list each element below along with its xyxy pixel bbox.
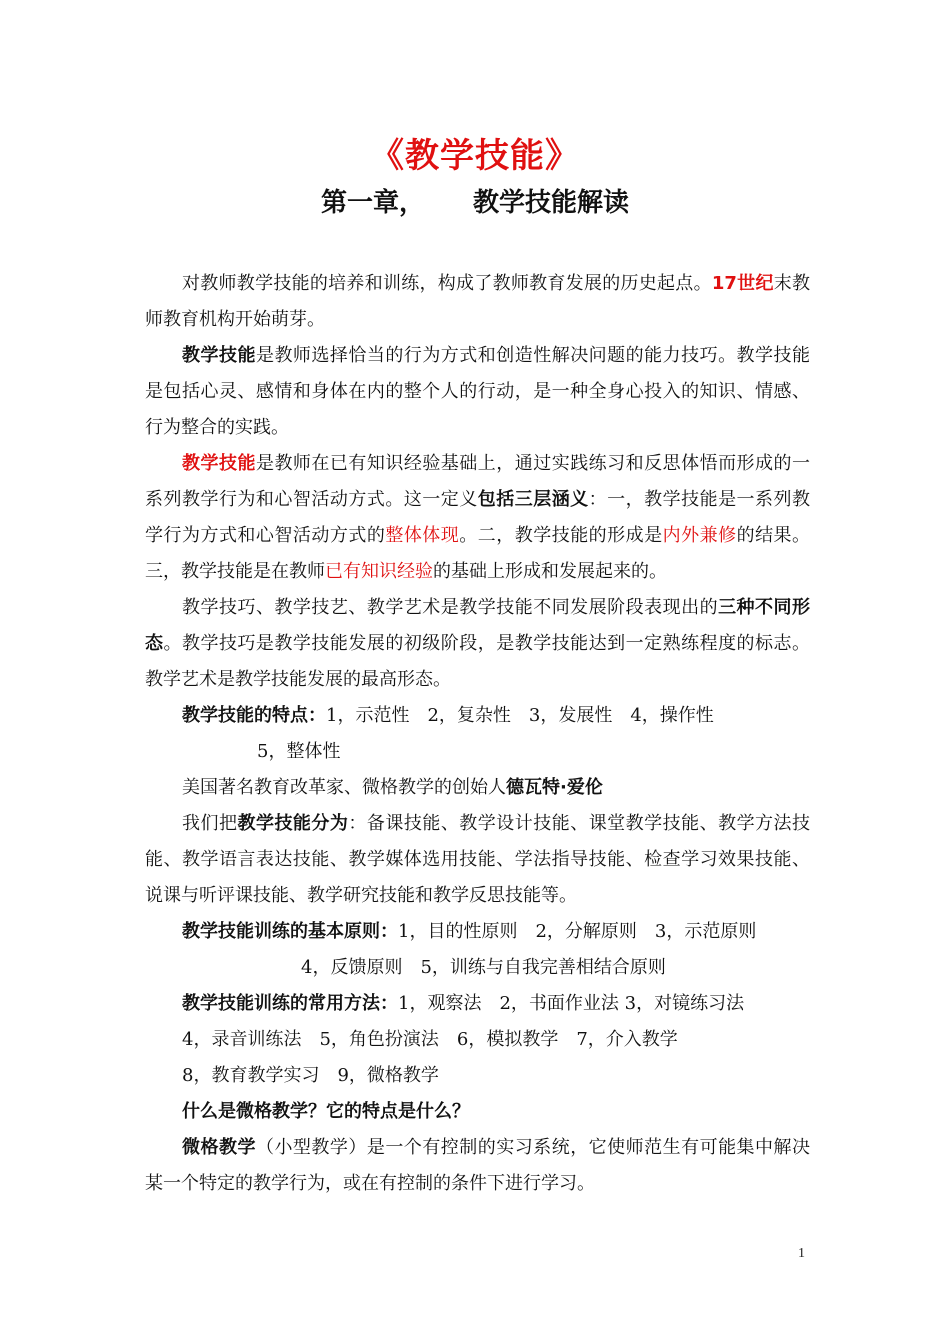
term-three-forms: 三种不同形态 [145, 597, 811, 654]
paragraph-three-forms [145, 590, 810, 698]
text-run: 末教师教育机构开始萌芽。 [145, 273, 811, 330]
principles-continuation: 4，反馈原则 5，训练与自我完善相结合原则 [301, 957, 666, 978]
term-three-meanings: 包括三层涵义 [477, 489, 589, 510]
page-number: 1 [798, 1246, 805, 1261]
methods-items: 1，观察法 2，书面作业法 3，对镜练习法 [398, 993, 745, 1014]
methods-line [145, 986, 810, 1022]
text-run: 。二，教学技能的形成是 [459, 525, 663, 546]
text-run: 是教师选择恰当的行为方式和创造性解决问题的能力技巧。教学技能是包括心灵、感情和身体在内的整个人的行动，是一种全身心投入的知识、情感、行为整合的实践。 [145, 345, 811, 438]
features-items: 1，示范性 2，复杂性 3，发展性 4，操作性 [326, 705, 714, 726]
highlight-17th-century: 17世纪 [711, 273, 774, 294]
text-run: 我们把 [182, 813, 238, 834]
text-run: 。教学技巧是教学技能发展的初级阶段，是教学技能达到一定熟练程度的标志。教学艺术是教学技能发展的最高形态。 [145, 633, 811, 690]
chapter-number: 第一章， [320, 188, 425, 218]
term-skill-division: 教学技能分为 [237, 813, 349, 834]
highlight-inner-outer: 内外兼修 [662, 525, 737, 546]
text-run: ：备课技能、教学设计技能、课堂教学技能、教学方法技能、教学语言表达技能、教学媒体选用技能、学法指导技能、检查学习效果技能、说课与听评课技能、教学研究技能和教学反思技能等。 [145, 813, 811, 906]
chapter-heading [0, 182, 950, 219]
features-continuation: 5，整体性 [257, 741, 341, 762]
methods-line-2: 4，录音训练法 5，角色扮演法 6，模拟教学 7，介入教学 [182, 1029, 678, 1050]
text-run: 对教师教学技能的培养和训练，构成了教师教育发展的历史起点。 [182, 273, 712, 294]
highlight-overall: 整体体现 [385, 525, 460, 546]
features-line [145, 698, 810, 734]
document-body [145, 266, 810, 1202]
text-run: （小型教学）是一个有控制的实习系统，它使师范生有可能集中解决某一个特定的教学行为，或在有控制的条件下进行学习。 [145, 1137, 811, 1194]
highlight-existing-knowledge: 已有知识经验 [325, 561, 433, 582]
question-heading: 什么是微格教学？它的特点是什么？ [182, 1101, 470, 1122]
methods-label: 教学技能训练的常用方法： [182, 993, 398, 1014]
paragraph-definition-1 [145, 338, 810, 446]
principles-items: 1，目的性原则 2，分解原则 3，示范原则 [398, 921, 757, 942]
founder-name: 德瓦特·爱伦 [506, 777, 603, 798]
term-teaching-skill: 教学技能 [182, 345, 256, 366]
text-run: 教学技巧、教学技艺、教学艺术是教学技能不同发展阶段表现出的 [182, 597, 719, 618]
paragraph-skill-division [145, 806, 810, 914]
features-label: 教学技能的特点： [182, 705, 326, 726]
paragraph-microteaching [145, 1130, 810, 1202]
text-run: 的基础上形成和发展起来的。 [433, 561, 667, 582]
principles-label: 教学技能训练的基本原则： [182, 921, 398, 942]
text-run: 是教师在已有知识经验基础上，通过实践练习和反思体悟而形成的一系列教学行为和心智活动方式。这一定义 [145, 453, 811, 510]
term-microteaching: 微格教学 [182, 1137, 256, 1158]
paragraph-definition-2 [145, 446, 810, 590]
principles-line [145, 914, 810, 950]
paragraph-history [145, 266, 810, 338]
term-teaching-skill-red: 教学技能 [182, 453, 256, 474]
text-run: 美国著名教育改革家、微格教学的创始人 [182, 777, 506, 798]
founder-line [145, 770, 810, 806]
methods-line-3: 8，教育教学实习 9，微格教学 [182, 1065, 439, 1086]
chapter-title: 教学技能解读 [473, 188, 630, 218]
document-title: 《教学技能》 [370, 136, 580, 176]
text-run: 的结果。三，教学技能是在教师 [145, 525, 811, 582]
text-run: ：一，教学技能是一系列教学行为方式和心智活动方式的 [145, 489, 811, 546]
